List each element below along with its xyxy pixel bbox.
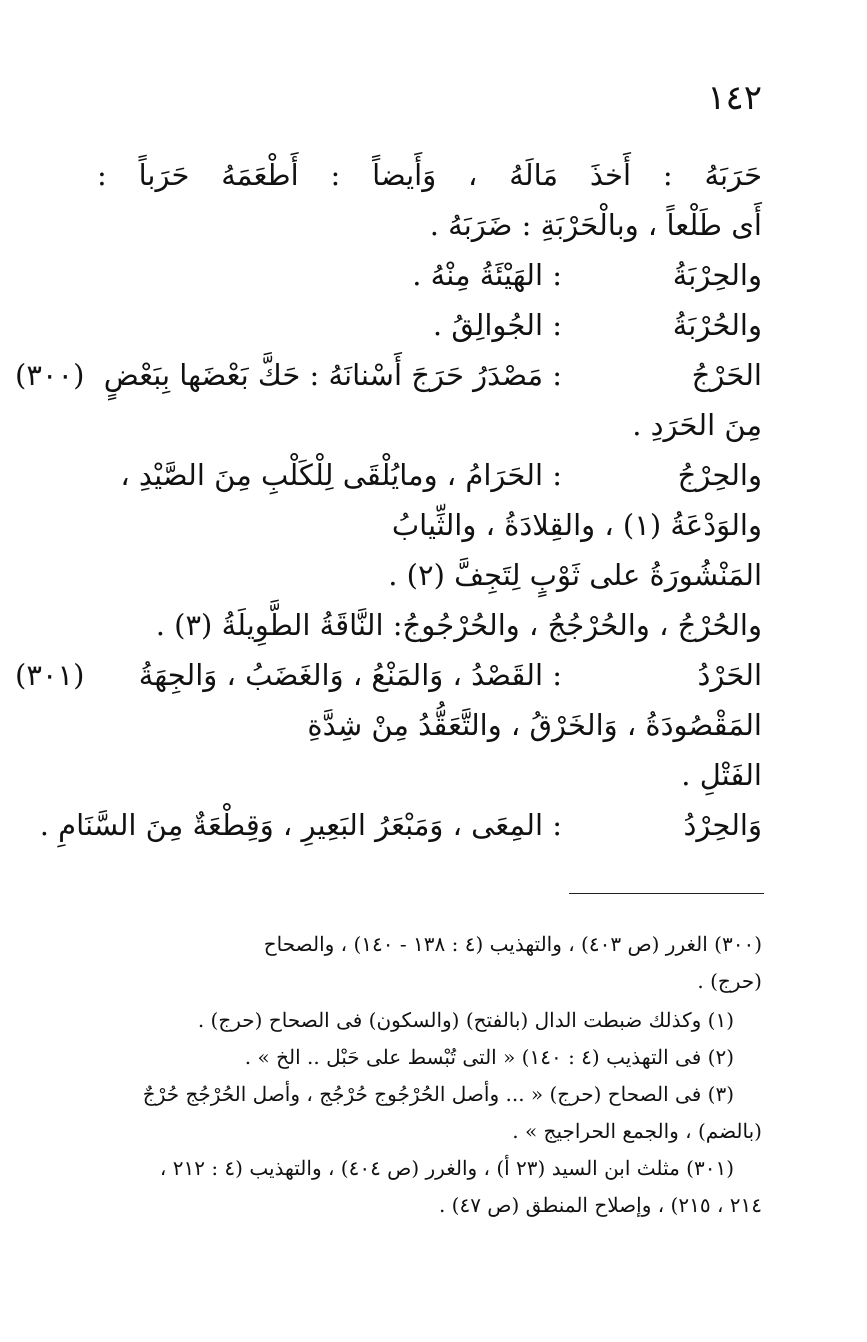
footnote-line: (١) وكذلك ضبطت الدال (بالفتح) (والسكون) فى الصحاح (حرج) . — [197, 1008, 734, 1032]
entry-headword: والحِرْجُ — [677, 458, 762, 492]
continuation-text: المَقْصُودَةُ ، وَالخَرْقُ ، والتَّعَقُّدُ مِنْ شِدَّةِ — [307, 708, 762, 742]
footnote-line: (٣) فى الصحاح (حرج) « ... وأصل الحُرْجُوج حُرْجُج ، وأصل الحُرْجُج حُرْجٌ — [142, 1082, 734, 1106]
dictionary-entry — [97, 300, 762, 350]
footnote-line: (بالضم) ، والجمع الحراجيج » . — [512, 1119, 762, 1143]
continuation-text: والوَدْعَةُ (١) ، والقِلادَةُ ، والثِّيابُ — [391, 508, 762, 542]
footnote-line: (٣٠٠) الغرر (ص ٤٠٣) ، والتهذيب (٤ : ١٣٨ - ١٤٠) ، والصحاح — [263, 932, 762, 956]
entry-definition: : الحَرَامُ ، ومايُلْقَى لِلْكَلْبِ مِنَ الصَّيْدِ ، — [120, 458, 562, 492]
dictionary-entry — [97, 450, 762, 500]
text-line — [97, 600, 762, 650]
text-line — [97, 550, 762, 600]
text-line — [97, 700, 762, 750]
entry-headword: الحَرْدُ — [697, 658, 762, 692]
continuation-text: الفَتْلِ . — [681, 758, 762, 792]
continuation-text: المَنْشُورَةُ على ثَوْبٍ لِتَجِفَّ (٢) . — [388, 558, 762, 592]
dictionary-entry — [15, 350, 762, 400]
text-line — [97, 750, 762, 800]
footnotes — [97, 926, 762, 1224]
footnote-divider — [569, 893, 764, 894]
main-text — [15, 150, 762, 850]
dictionary-entry — [97, 250, 762, 300]
footnote-line: ٢١٤ ، ٢١٥) ، وإصلاح المنطق (ص ٤٧) . — [438, 1193, 762, 1217]
entry-number: (٣٠١) — [15, 658, 85, 692]
entry-number: (٣٠٠) — [15, 358, 85, 392]
entry-definition: : المِعَى ، وَمَبْعَرُ البَعِيرِ ، وَقِطْعَةٌ مِنَ السَّنَامِ . — [39, 808, 562, 842]
entry-headword: الحَرْجُ — [691, 358, 762, 392]
dictionary-entry — [15, 650, 762, 700]
dictionary-entry — [39, 800, 762, 850]
text-line — [97, 400, 762, 450]
entry-definition: : مَصْدَرُ حَرَجَ أَسْنانَهُ : حَكَّ بَعْضَها بِبَعْضٍ — [103, 358, 562, 392]
footnote-line: (٣٠١) مثلث ابن السيد (٢٣ أ) ، والغرر (ص ٤٠٤) ، والتهذيب (٤ : ٢١٢ ، — [159, 1156, 734, 1180]
text-line — [97, 150, 762, 200]
continuation-text: مِنَ الحَرَدِ . — [632, 408, 762, 442]
text-line — [97, 500, 762, 550]
footnote-line: (٢) فى التهذيب (٤ : ١٤٠) « التى تُبْسط على حَبْل .. الخ » . — [244, 1045, 734, 1069]
continuation-text: حَرَبَهُ : أَخذَ مَالَهُ ، وَأَيضاً : أَطْعَمَهُ حَرَباً : — [97, 158, 762, 192]
page-number: ١٤٢ — [707, 78, 762, 118]
footnote-line: (حرج) . — [697, 969, 762, 993]
entry-headword: وَالحِرْدُ — [683, 808, 762, 842]
entry-definition: : الجُوالِقُ . — [432, 308, 562, 342]
continuation-text: أَى طَلْعاً ، وبالْحَرْبَةِ : ضَرَبَهُ . — [429, 208, 762, 242]
full-entry-text: والحُرْجُ ، والحُرْجُجُ ، والحُرْجُوجُ: النَّاقَةُ الطَّوِيلَةُ (٣) . — [155, 608, 762, 642]
entry-headword: والحِرْبَةُ — [672, 258, 762, 292]
text-line — [97, 200, 762, 250]
entry-definition: : الهَيْئَةُ مِنْهُ . — [412, 258, 562, 292]
entry-definition: : القَصْدُ ، وَالمَنْعُ ، وَالغَضَبُ ، وَالجِهَةُ — [138, 658, 562, 692]
entry-headword: والحُرْبَةُ — [672, 308, 762, 342]
